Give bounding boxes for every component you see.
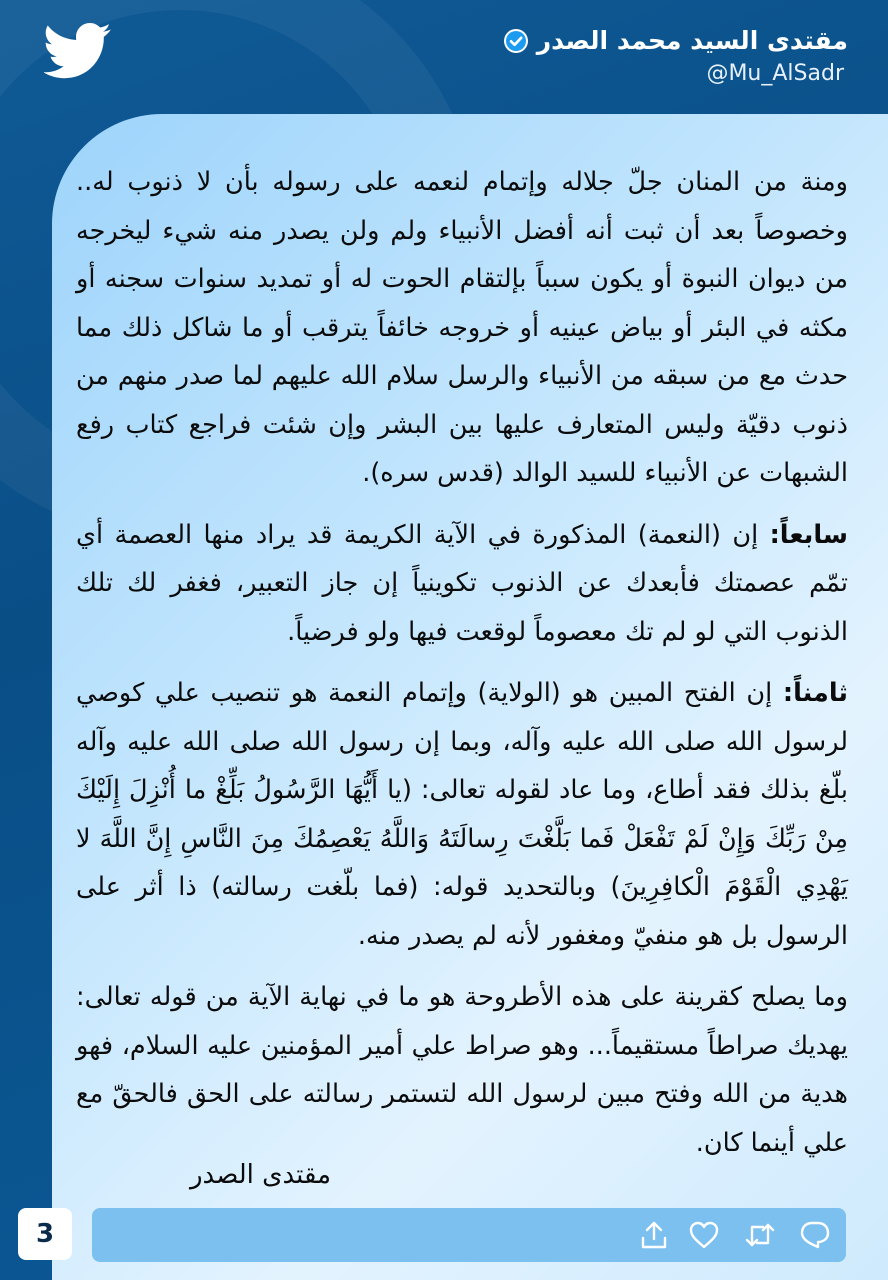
share-icon[interactable]	[637, 1218, 671, 1252]
paragraph-3: ثامناً: إن الفتح المبين هو (الولاية) وإتمام النعمة هو تنصيب علي كوصي لرسول الله صلى الله عليه وآله، وبما إن رسول الله صلى الله عليه وآله بلّغ بذلك فقد أطاع، وما عاد لقوله تعالى: (يا أَيُّهَا الرَّسُولُ بَلِّغْ ما أُنْزِلَ إِلَيْكَ مِنْ رَبِّكَ وَإِنْ لَمْ تَفْعَلْ فَما بَلَّغْتَ رِسالَتَهُ وَاللَّهُ يَعْصِمُكَ مِنَ النَّاسِ إِنَّ اللَّهَ لا يَهْدِي الْقَوْمَ الْكافِرِينَ) وبالتحديد قوله: (فما بلّغت رسالته) ذا أثر على الرسول بل هو منفيّ ومغفور لأنه لم يصدر منه.	[76, 678, 848, 951]
display-name[interactable]: مقتدى السيد محمد الصدر	[536, 26, 848, 55]
signature: مقتدى الصدر	[190, 1160, 332, 1190]
retweet-icon[interactable]	[743, 1218, 777, 1252]
tweet-action-bar	[92, 1208, 846, 1262]
verified-badge-icon	[503, 28, 529, 54]
page-number-badge: 3	[18, 1208, 72, 1260]
user-handle[interactable]: @Mu_AlSadr	[706, 61, 844, 86]
paragraph-2: سابعاً: إن (النعمة) المذكورة في الآية الكريمة قد يراد منها العصمة أي تمّم عصمتك فأبعدك عن الذنوب تكوينياً إن جاز التعبير، فغفر لك تلك الذنوب التي لو لم تك معصوماً لوقعت فيها ولو فرضياً.	[76, 519, 848, 647]
tweet-header	[503, 26, 848, 86]
like-icon[interactable]	[687, 1218, 721, 1252]
paragraph-label: ثامناً:	[782, 678, 848, 708]
paragraph-1: ومنة من المنان جلّ جلاله وإتمام لنعمه على رسوله بأن لا ذنوب له.. وخصوصاً بعد أن ثبت أنه أفضل الأنبياء ولم ولن يصدر منه شيء ليخرجه من ديوان النبوة أو يكون سبباً بإلتقام الحوت له أو تمديد سنوات سجنه أو مكثه في البئر أو بياض عينيه أو خروجه خائفاً يترقب أو ما شاكل ذلك مما حدث مع من سبقه من الأنبياء والرسل سلام الله عليهم لما صدر منهم من ذنوب دقيّة وليس المتعارف عليها بين البشر وإن شئت فراجع كتاب رفع الشبهات عن الأنبياء للسيد الوالد (قدس سره).	[76, 167, 848, 488]
tweet-text	[76, 158, 848, 1180]
paragraph-4: وما يصلح كقرينة على هذه الأطروحة هو ما في نهاية الآية من قوله تعالى: يهديك صراطاً مستقيماً... وهو صراط علي أمير المؤمنين عليه السلام، فهو هدية من الله وفتح مبين لرسول الله لتستمر رسالته على الحق فالحقّ مع علي أينما كان.	[76, 982, 848, 1158]
reply-icon[interactable]	[798, 1218, 832, 1252]
name-row	[503, 26, 848, 55]
twitter-bird-icon	[44, 22, 112, 80]
paragraph-label: سابعاً:	[769, 519, 848, 550]
